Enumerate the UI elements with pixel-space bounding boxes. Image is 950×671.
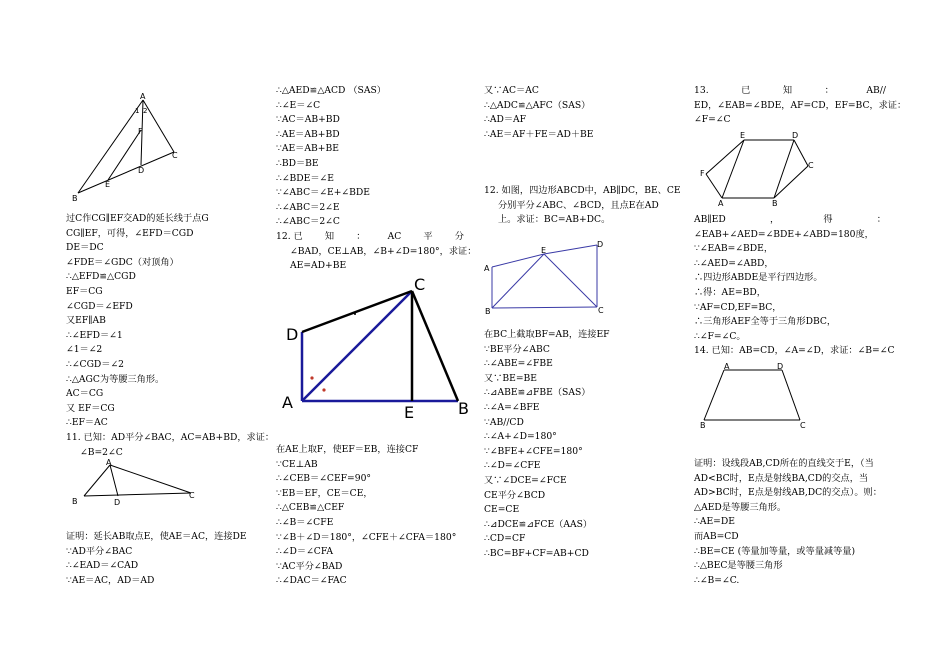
label-d: D [792,131,799,140]
q12-word: 分 [454,230,464,242]
proof-word: AB∥ED [694,214,726,225]
q12-word: 平 [423,230,433,242]
proof-line: ∴△CEB≌△CEF [276,502,345,514]
question-12-goal: AE=AD+BE [290,260,347,272]
label-b: B [485,307,491,316]
proof-line: ∠1＝∠2 [66,344,103,356]
q12-word: 12. 已 [276,230,303,242]
proof-13-first-line [694,213,886,228]
proof-line: ∵AD平分∠BAC [66,545,133,557]
point-mark [354,313,356,315]
label-c: C [800,421,806,430]
proof-line: ∠FDE＝∠GDC（对顶角） [66,256,179,268]
proof-line: ∴△EFD≌△CGD [66,271,136,283]
proof-line: △AED是等腰三角形。 [694,501,787,513]
proof-line: 又EF∥AB [66,315,106,327]
label-a: A [724,362,730,371]
label-e: E [541,246,547,255]
proof-line: ∴∠EAD＝∠CAD [66,560,139,572]
proof-line: 又∵∠DCE=∠FCE [484,474,567,486]
proof-line: ∴∠CGD＝∠2 [66,358,125,370]
question-13 [694,84,907,128]
question-13-body: ED，∠EAB=∠BDE，AF=CD，EF=BC，求证： [694,99,907,111]
proof-line: ∵∠ABC＝∠E+∠BDE [276,187,370,199]
proof-line: ∴∠B＝∠CFE [276,516,334,528]
label-b: B [772,199,778,208]
side-ae [492,254,544,267]
side-bc [492,307,597,308]
proof-word: ： [876,214,886,225]
proof-line: ∴AE＝AF＋FE＝AD＋BE [484,128,594,140]
side-cb [412,291,458,401]
column-3-proof-top [484,84,684,142]
question-11: 11. 已知：AD平分∠BAC，AC=AB+BD，求证： [66,431,275,443]
label-a: A [282,393,293,412]
proof-line: ∴∠D＝∠CFA [276,546,334,558]
proof-word: ， [769,214,780,225]
proof-line: 又∵AC＝AC [484,85,539,96]
label-e: E [740,131,746,140]
proof-line: 又∵BE=BE [484,372,537,384]
proof-line: ∵AE＝AB+BE [276,143,339,155]
angle-mark [322,388,325,391]
proof-line: 在BC上截取BF=AB，连接EF [484,329,610,340]
segment-ea [722,140,744,198]
proof-line: EF＝CG [66,285,103,297]
proof-line: ∴∠AED=∠ABD， [694,257,774,269]
label-angle-2: 2 [143,107,148,115]
proof-line: ∴∠F=∠C。 [694,330,746,342]
proof-line: ∴三角形AEF全等于三角形DBC， [694,316,837,328]
proof-line: 而AB=CD [694,530,739,542]
segment-ef [108,130,141,180]
proof-line: ∴EF＝AC [66,417,108,429]
q13-word: 知 [782,85,793,96]
q12-word: AC [387,230,402,242]
proof-line: ∴AE＝AB+BD [276,128,340,140]
proof-line: ∴得：AE=BD， [694,286,766,298]
proof-line: 在AE上取F，使EF＝EB，连接CF [276,444,419,455]
question-11-goal: ∠B=2∠C [80,446,123,458]
question-13-head [694,84,886,99]
side-ac [143,100,174,152]
label-e: E [105,180,111,189]
proof-line: ∵EB＝EF，CE＝CE， [276,487,373,499]
proof-line: ∵∠B＋∠D＝180°，∠CFE＋∠CFA＝180° [276,531,457,543]
label-c: C [808,161,814,170]
proof-line: ∵CE⊥AB [276,458,318,470]
question-12b [484,184,684,228]
label-a: A [106,458,112,467]
proof-line: AD>BC时，E点是射线AB,DC的交点）。则： [694,487,882,499]
proof-line: ∴∠ABE=∠FBE [484,358,553,370]
proof-line: ∵∠EAB=∠BDE， [694,243,774,255]
proof-line: AD<BC时，E点是射线BA,CD的交点，当 [694,472,869,484]
angle-mark [310,376,313,379]
proof-line: ∴∠A+∠D=180° [484,431,557,443]
label-f: F [700,169,705,178]
proof-line: ∴BE=CE (等量加等量，或等量减等量) [694,545,856,557]
proof-line: ∴∠DAC＝∠FAC [276,575,347,587]
side-dc [782,370,800,420]
proof-line: 证明：设线段AB,CD所在的直线交于E，（当 [694,458,874,469]
column-2-proof-bottom [276,443,476,589]
label-f: F [138,127,143,136]
segment-db [774,140,794,198]
label-b: B [458,399,469,418]
side-fe [706,140,744,174]
proof-line: AC＝CG [66,388,104,400]
proof-line: ∴∠BDE＝∠E [276,172,334,184]
question-12b-line: 上。求证：BC=AB+DC。 [498,214,611,226]
figure-hexagon-q13 [694,128,824,208]
diagonal-ac [302,291,412,401]
label-a: A [718,199,724,208]
proof-line: ∴⊿DCE≌⊿FCE（AAS） [484,518,593,530]
label-e: E [404,403,415,422]
question-12-head [276,230,464,245]
proof-line: ∴∠B=∠C. [694,574,740,586]
proof-line: ∴∠EFD＝∠1 [66,329,123,341]
proof-line: ∴BD＝BE [276,157,319,169]
column-4-proof-13 [694,213,895,359]
proof-line: ∴∠ABC＝2∠C [276,216,340,228]
proof-line: CE平分∠BCD [484,489,546,501]
proof-line: ∵∠BFE+∠CFE=180° [484,445,583,457]
label-b: B [72,497,78,506]
question-12-body: ∠BAD，CE⊥AB，∠B+∠D=180°，求证： [290,245,477,257]
label-b: B [72,194,78,203]
proof-line: ∴⊿ABE≌⊿FBE（SAS） [484,387,591,399]
figure-trapezoid-q12b [482,238,612,318]
proof-line: ∵AF=CD,EF=BC， [694,301,782,313]
side-dc [794,140,808,166]
label-d: D [114,498,121,507]
label-d: D [286,325,299,344]
proof-line: CG∥EF，可得，∠EFD＝CGD [66,227,194,239]
question-14: 14. 已知：AB=CD，∠A=∠D，求证：∠B=∠C [694,345,895,357]
question-12b-line: 分别平分∠ABC、∠BCD，且点E在AD [498,199,659,211]
figure-triangle-abc-1 [60,90,190,205]
side-dc [302,291,412,332]
label-a: A [484,264,490,273]
question-12b-line: 12. 如图，四边形ABCD中，AB∥DC，BE、CE [484,185,681,196]
label-c: C [189,491,195,500]
proof-line: 证明：延长AB取点E，使AE＝AC，连接DE [66,531,247,542]
proof-line: ∴BC=BF+CF=AB+CD [484,547,589,559]
proof-line: ∴△AGC为等腰三角形。 [66,373,165,385]
segment-ad [110,465,118,496]
proof-line: ∴四边形ABDE是平行四边形。 [694,272,823,284]
label-angle-1: 1 [135,107,140,115]
proof-line: ∴∠ABC＝2∠E [276,201,340,213]
column-3-proof-bottom [484,328,684,562]
proof-line: ∴AD＝AF [484,114,527,126]
q13-word: 已 [741,85,751,96]
segment-be [492,254,544,308]
proof-line: ∵BE平分∠ABC [484,343,550,355]
side-bc [84,493,191,496]
proof-line: DE＝DC [66,242,104,254]
side-ed [544,245,597,254]
figure-trapezoid-q14 [696,360,816,432]
proof-line: ∴CD=CF [484,533,526,545]
proof-line: ∵AC＝AB+BD [276,114,340,126]
q13-word: 13. [694,85,709,96]
side-ac [110,465,191,493]
side-af [706,174,722,198]
proof-line: 过C作CG∥EF交AD的延长线于点G [66,213,209,224]
proof-line: ∴∠D=∠CFE [484,460,541,472]
label-d: D [597,240,604,249]
proof-line: CE=CE [484,504,520,516]
q12-word: ： [356,230,366,242]
label-a: A [140,92,146,101]
proof-line: 又 EF＝CG [66,402,115,414]
proof-line: ∵AC平分∠BAD [276,560,343,572]
proof-line: ∴∠CEB＝∠CEF=90° [276,473,372,485]
q13-word: ： [824,85,834,96]
label-c: C [172,151,178,160]
q12-word: 知 [324,230,335,242]
label-d: D [138,166,145,175]
proof-word: 得 [823,214,833,225]
proof-line: ∴∠A=∠BFE [484,401,540,413]
proof-line: ∵AB//CD [484,416,524,428]
label-c: C [414,275,426,294]
proof-line: ∵AE＝AC，AD＝AD [66,574,155,586]
proof-line: ∴∠E＝∠C [276,99,321,111]
column-2-proof-top [276,84,476,274]
column-1-proof [66,212,275,460]
label-c: C [598,306,604,315]
proof-line: ∴△ADC≌△AFC（SAS） [484,99,591,111]
q13-word: AB// [866,85,886,96]
label-d: D [777,362,784,371]
segment-ec [544,254,597,307]
column-4-proof-14 [694,457,886,588]
figure-triangle-q11 [68,460,208,510]
column-1-proof-11 [66,530,276,588]
side-ba [704,370,724,420]
figure-quadrilateral-q12 [280,276,480,424]
proof-line: ∠EAB+∠AED=∠BDE+∠ABD=180度， [694,228,874,240]
question-13-goal: ∠F=∠C [694,114,731,126]
proof-line: ∠CGD＝∠EFD [66,300,133,312]
proof-line: ∴△AED≌△ACD （SAS） [276,85,386,96]
proof-line: ∴AE=DE [694,516,735,528]
label-b: B [700,421,706,430]
side-ab [84,465,110,496]
proof-line: ∴△BEC是等腰三角形 [694,560,783,572]
